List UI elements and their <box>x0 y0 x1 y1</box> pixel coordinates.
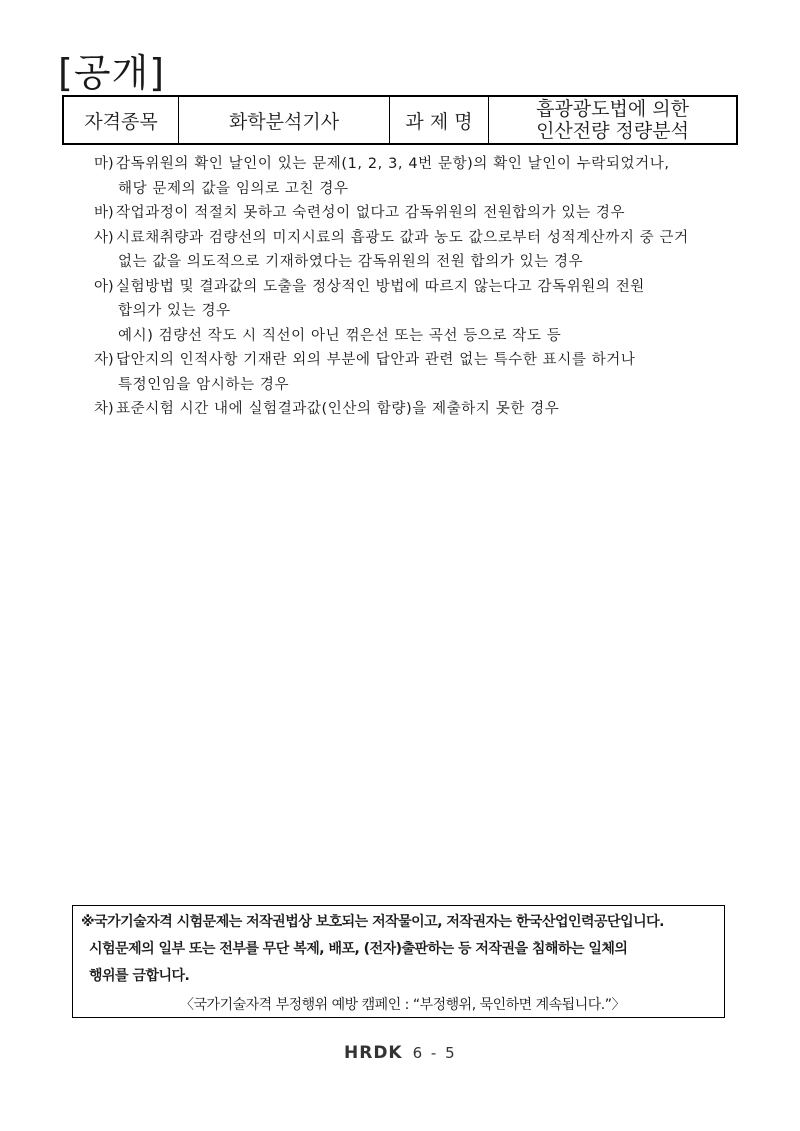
copyright-notice <box>72 905 725 1018</box>
page-footer <box>344 1043 457 1063</box>
page-number: 6 - 5 <box>412 1044 457 1062</box>
task-name <box>489 96 738 144</box>
item-marker: 차) <box>94 401 114 417</box>
list-item <box>94 397 754 422</box>
item-text: 시료채취량과 검량선의 미지시료의 흡광도 값과 농도 값으로부터 성적계산까지 중 근거 <box>116 229 689 246</box>
item-text: 답안지의 인적사항 기재란 외의 부분에 답안과 관련 없는 특수한 표시를 하거나 <box>116 352 636 368</box>
notice-line3: 행위를 금합니다. <box>89 968 190 984</box>
item-marker: 바) <box>94 205 114 221</box>
list-item <box>94 348 754 397</box>
list-item <box>94 152 754 201</box>
item-text: 실험방법 및 결과값의 도출을 정상적인 방법에 따르지 않는다고 감독위원의 전원 <box>116 278 645 295</box>
item-marker: 자) <box>94 352 114 368</box>
item-marker: 마) <box>94 156 114 172</box>
item-continuation: 없는 값을 의도적으로 기재하였다는 감독위원의 전원 합의가 있는 경우 <box>118 254 584 270</box>
task-label: 과 제 명 <box>390 96 489 144</box>
hrdk-logo: HRDK <box>344 1043 403 1063</box>
item-text: 감독위원의 확인 날인이 있는 문제(1, 2, 3, 4번 문항)의 확인 날인이 누락되었거나, <box>116 156 670 172</box>
item-text: 표준시험 시간 내에 실험결과값(인산의 함량)을 제출하지 못한 경우 <box>116 401 560 417</box>
item-continuation: 특정인임을 암시하는 경우 <box>118 376 290 393</box>
notice-line2: 시험문제의 일부 또는 전부를 무단 복제, 배포, (전자)출판하는 등 저작권을 침해하는 일체의 <box>89 941 628 957</box>
item-continuation: 합의가 있는 경우 <box>118 303 231 319</box>
list-item <box>94 275 754 349</box>
item-marker: 아) <box>94 278 114 295</box>
item-example: 예시) 검량선 작도 시 직선이 아닌 꺾은선 또는 곡선 등으로 작도 등 <box>118 327 562 344</box>
exam-header-table <box>62 95 738 145</box>
task-name-line1: 흡광광도법에 의한 <box>536 98 689 120</box>
item-continuation: 해당 문제의 값을 임의로 고친 경우 <box>118 180 349 197</box>
item-text: 작업과정이 적절치 못하고 숙련성이 없다고 감독위원의 전원합의가 있는 경우 <box>116 205 626 221</box>
qualification-value: 화학분석기사 <box>179 96 390 144</box>
task-name-line2: 인산전량 정량분석 <box>536 120 689 142</box>
list-item <box>94 226 754 275</box>
campaign-text: 〈국가기술자격 부정행위 예방 캠페인 : “부정행위, 묵인하면 계속됩니다.”〉 <box>180 997 625 1013</box>
disqualification-list <box>94 152 754 422</box>
qualification-label: 자격종목 <box>63 96 179 144</box>
public-label: [공개] <box>58 51 166 95</box>
notice-line1: ※국가기술자격 시험문제는 저작권법상 보호되는 저작물이고, 저작권자는 한국산업인력공단입니다. <box>81 914 664 930</box>
list-item <box>94 201 754 226</box>
item-marker: 사) <box>94 229 114 246</box>
